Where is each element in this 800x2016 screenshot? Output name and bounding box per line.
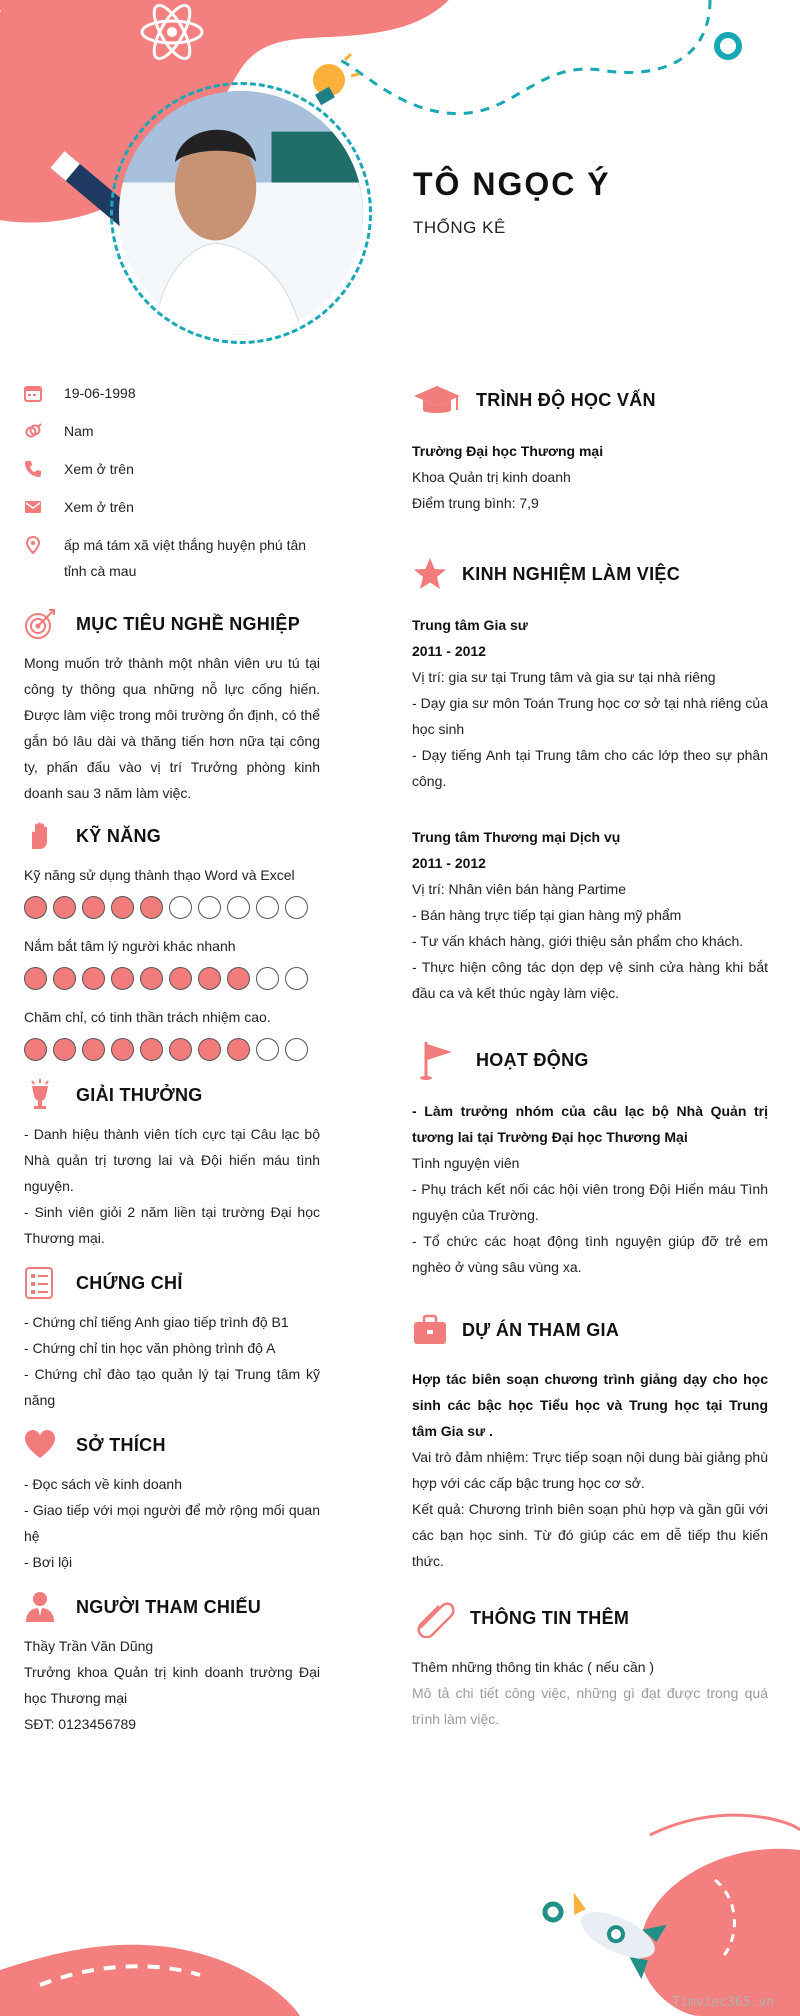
experience-title: KINH NGHIỆM LÀM VIỆC xyxy=(462,563,681,584)
skill-rating xyxy=(24,967,320,990)
skill-rating xyxy=(24,1038,320,1061)
job-entry xyxy=(412,824,768,1006)
candidate-title: THỐNG KÊ xyxy=(413,218,506,237)
education-gpa: Điểm trung bình: 7,9 xyxy=(412,495,539,511)
skill-rating xyxy=(24,896,320,919)
activity-line: - Tổ chức các hoạt động tình nguyện giúp đỡ trẻ em nghèo ở vùng sâu vùng xa. xyxy=(412,1233,768,1275)
awards-heading xyxy=(24,1075,320,1115)
hobbies-heading xyxy=(24,1425,320,1465)
dashed-path-decor xyxy=(330,0,760,140)
contact-birthdate xyxy=(24,380,320,406)
activity-line: - Phụ trách kết nối các hội viên trong Đội Hiến máu Tình nguyện của Trường. xyxy=(412,1181,768,1223)
rating-dot-filled xyxy=(140,1038,163,1061)
rating-dot-empty xyxy=(169,896,192,919)
footer-decor xyxy=(0,1760,800,2016)
rating-dot-filled xyxy=(169,1038,192,1061)
education-faculty: Khoa Quản trị kinh doanh xyxy=(412,469,571,485)
trophy-icon xyxy=(24,1078,56,1112)
rating-dot-filled xyxy=(140,896,163,919)
awards-title: GIẢI THƯỞNG xyxy=(76,1084,203,1105)
activities-heading xyxy=(412,1036,768,1084)
calendar-icon xyxy=(24,384,42,402)
project-line: Kết quả: Chương trình biên soạn phù hợp và gần gũi với các bạn học sinh. Từ đó giúp các em dễ tiếp thu kiến thức. xyxy=(412,1501,768,1569)
contact-gender xyxy=(24,418,320,444)
rating-dot-filled xyxy=(82,1038,105,1061)
job-period: 2011 - 2012 xyxy=(412,855,486,871)
rating-dot-filled xyxy=(111,967,134,990)
left-column xyxy=(24,380,320,1737)
project-line: Vai trò đảm nhiệm: Trực tiếp soạn nội dung bài giảng phù hợp với các cấp bậc trung học cơ sở. xyxy=(412,1449,768,1491)
job-detail-line: - Tư vấn khách hàng, giới thiệu sản phẩm cho khách. xyxy=(412,933,744,949)
education-title: TRÌNH ĐỘ HỌC VẤN xyxy=(476,389,656,410)
skill-name: Chăm chỉ, có tinh thần trách nhiệm cao. xyxy=(24,1009,271,1025)
hobbies-title: SỞ THÍCH xyxy=(76,1434,166,1455)
phone-text: Xem ở trên xyxy=(64,461,134,477)
avatar-frame xyxy=(110,82,372,344)
education-school: Trường Đại học Thương mại xyxy=(412,443,604,459)
certificates-heading xyxy=(24,1263,320,1303)
rating-dot-filled xyxy=(24,967,47,990)
hand-icon xyxy=(24,819,56,853)
rating-dot-filled xyxy=(140,967,163,990)
rating-dot-filled xyxy=(111,896,134,919)
watermark: Timviec365.vn xyxy=(672,1995,774,2010)
job-company: Trung tâm Gia sư xyxy=(412,617,528,633)
avatar xyxy=(119,91,363,335)
checklist-icon xyxy=(24,1266,56,1300)
hobby-line: - Bơi lội xyxy=(24,1554,73,1570)
rating-dot-filled xyxy=(82,967,105,990)
reference-line: Trưởng khoa Quản trị kinh doanh trường Đại học Thương mại xyxy=(24,1664,320,1706)
briefcase-icon xyxy=(412,1310,448,1350)
heart-icon xyxy=(24,1428,56,1462)
rating-dot-filled xyxy=(53,1038,76,1061)
rating-dot-empty xyxy=(285,967,308,990)
objective-title: MỤC TIÊU NGHỀ NGHIỆP xyxy=(76,613,301,634)
gender-text: Nam xyxy=(64,423,94,439)
hobby-line: - Đọc sách về kinh doanh xyxy=(24,1476,182,1492)
certificate-line: - Chứng chỉ tin học văn phòng trình độ A xyxy=(24,1340,276,1356)
location-pin-icon xyxy=(24,536,42,554)
projects-title: DỰ ÁN THAM GIA xyxy=(462,1319,620,1340)
job-period: 2011 - 2012 xyxy=(412,643,486,659)
projects-title-line: Hợp tác biên soạn chương trình giảng dạy cho học sinh các bậc học Tiểu học và Trung học tại Trung tâm Gia sư . xyxy=(412,1371,768,1439)
avatar-illustration xyxy=(119,91,363,335)
extra-heading xyxy=(412,1594,768,1642)
target-icon xyxy=(24,607,56,641)
objective-heading xyxy=(24,604,320,644)
right-column xyxy=(412,376,768,1732)
reference-line: Thầy Trần Văn Dũng xyxy=(24,1638,154,1654)
skill-name: Nắm bắt tâm lý người khác nhanh xyxy=(24,938,236,954)
rating-dot-empty xyxy=(227,896,250,919)
job-detail-line: - Dạy gia sư môn Toán Trung học cơ sở tại nhà riêng của học sinh xyxy=(412,695,768,737)
education-heading xyxy=(412,376,768,424)
extra-title: THÔNG TIN THÊM xyxy=(470,1607,630,1628)
skill-name: Kỹ năng sử dụng thành thạo Word và Excel xyxy=(24,867,295,883)
award-line: - Sinh viên giỏi 2 năm liền tại trường Đại học Thương mại. xyxy=(24,1204,320,1246)
rating-dot-filled xyxy=(82,896,105,919)
gender-icon xyxy=(24,422,42,440)
experience-heading xyxy=(412,550,768,598)
job-detail-line: Vị trí: Nhân viên bán hàng Partime xyxy=(412,881,627,897)
extra-line: Thêm những thông tin khác ( nếu cần ) xyxy=(412,1659,655,1675)
references-heading xyxy=(24,1587,320,1627)
job-detail-line: - Dạy tiếng Anh tại Trung tâm cho các lớp theo sự phân công. xyxy=(412,747,768,789)
email-icon xyxy=(24,498,42,516)
certificates-title: CHỨNG CHỈ xyxy=(76,1272,183,1293)
rating-dot-empty xyxy=(256,1038,279,1061)
rating-dot-filled xyxy=(198,1038,221,1061)
rating-dot-filled xyxy=(53,896,76,919)
contact-address xyxy=(24,532,320,584)
rating-dot-empty xyxy=(285,896,308,919)
rating-dot-empty xyxy=(256,896,279,919)
rating-dot-empty xyxy=(198,896,221,919)
address-text: ấp má tám xã việt thắng huyện phú tân tỉnh cà mau xyxy=(64,537,307,579)
skills-heading xyxy=(24,816,320,856)
skills-title: KỸ NĂNG xyxy=(76,825,162,846)
person-icon xyxy=(24,1590,56,1624)
job-detail-line: - Bán hàng trực tiếp tại gian hàng mỹ phẩm xyxy=(412,907,682,923)
extra-hint: Mô tả chi tiết công việc, những gì đạt được trong quá trình làm việc. xyxy=(412,1685,768,1727)
skills-list xyxy=(24,862,320,1061)
jobs-list xyxy=(412,612,768,1006)
star-icon xyxy=(412,554,448,594)
projects-heading xyxy=(412,1306,768,1354)
birthdate-text: 19-06-1998 xyxy=(64,385,136,401)
contact-email xyxy=(24,494,320,520)
activity-line: Tình nguyện viên xyxy=(412,1155,520,1171)
activities-title: HOẠT ĐỘNG xyxy=(476,1049,589,1070)
candidate-name: TÔ NGỌC Ý xyxy=(413,166,611,202)
job-company: Trung tâm Thương mại Dịch vụ xyxy=(412,829,621,845)
rating-dot-empty xyxy=(256,967,279,990)
flag-icon xyxy=(412,1040,462,1080)
email-text: Xem ở trên xyxy=(64,499,134,515)
job-detail-line: - Thực hiện công tác dọn dẹp vệ sinh cửa hàng khi bắt đầu ca và kết thúc ngày làm việc. xyxy=(412,959,768,1001)
objective-text: Mong muốn trở thành một nhân viên ưu tú tại công ty thông qua những nỗ lực cống hiến. Được làm việc trong môi trường ổn định, có thể gắn bó lâu dài và thăng tiến hơn nữa tại công ty, phấn đấu vào vị trí Trưởng phòng kinh doanh sau 3 năm làm việc. xyxy=(24,655,320,801)
job-detail-line: Vị trí: gia sư tại Trung tâm và gia sư tại nhà riêng xyxy=(412,669,716,685)
graduation-cap-icon xyxy=(412,380,462,420)
atom-icon xyxy=(136,0,208,72)
rating-dot-empty xyxy=(285,1038,308,1061)
references-title: NGƯỜI THAM CHIẾU xyxy=(76,1596,262,1617)
paperclip-icon xyxy=(412,1598,456,1638)
rating-dot-filled xyxy=(227,1038,250,1061)
rating-dot-filled xyxy=(169,967,192,990)
award-line: - Danh hiệu thành viên tích cực tại Câu lạc bộ Nhà quản trị tương lai và Đội hiến máu tình nguyện. xyxy=(24,1126,320,1194)
rating-dot-filled xyxy=(24,1038,47,1061)
rating-dot-filled xyxy=(227,967,250,990)
contact-phone xyxy=(24,456,320,482)
certificate-line: - Chứng chỉ tiếng Anh giao tiếp trình độ B1 xyxy=(24,1314,289,1330)
phone-icon xyxy=(24,460,42,478)
certificate-line: - Chứng chỉ đào tạo quản lý tại Trung tâm kỹ năng xyxy=(24,1366,320,1408)
rating-dot-filled xyxy=(24,896,47,919)
activities-title-line: - Làm trưởng nhóm của câu lạc bộ Nhà Quản trị tương lai tại Trường Đại học Thương Mại xyxy=(412,1103,768,1145)
rating-dot-filled xyxy=(111,1038,134,1061)
job-entry xyxy=(412,612,768,794)
hobby-line: - Giao tiếp với mọi người để mở rộng mối quan hệ xyxy=(24,1502,320,1544)
rating-dot-filled xyxy=(198,967,221,990)
rating-dot-filled xyxy=(53,967,76,990)
reference-line: SĐT: 0123456789 xyxy=(24,1716,137,1732)
